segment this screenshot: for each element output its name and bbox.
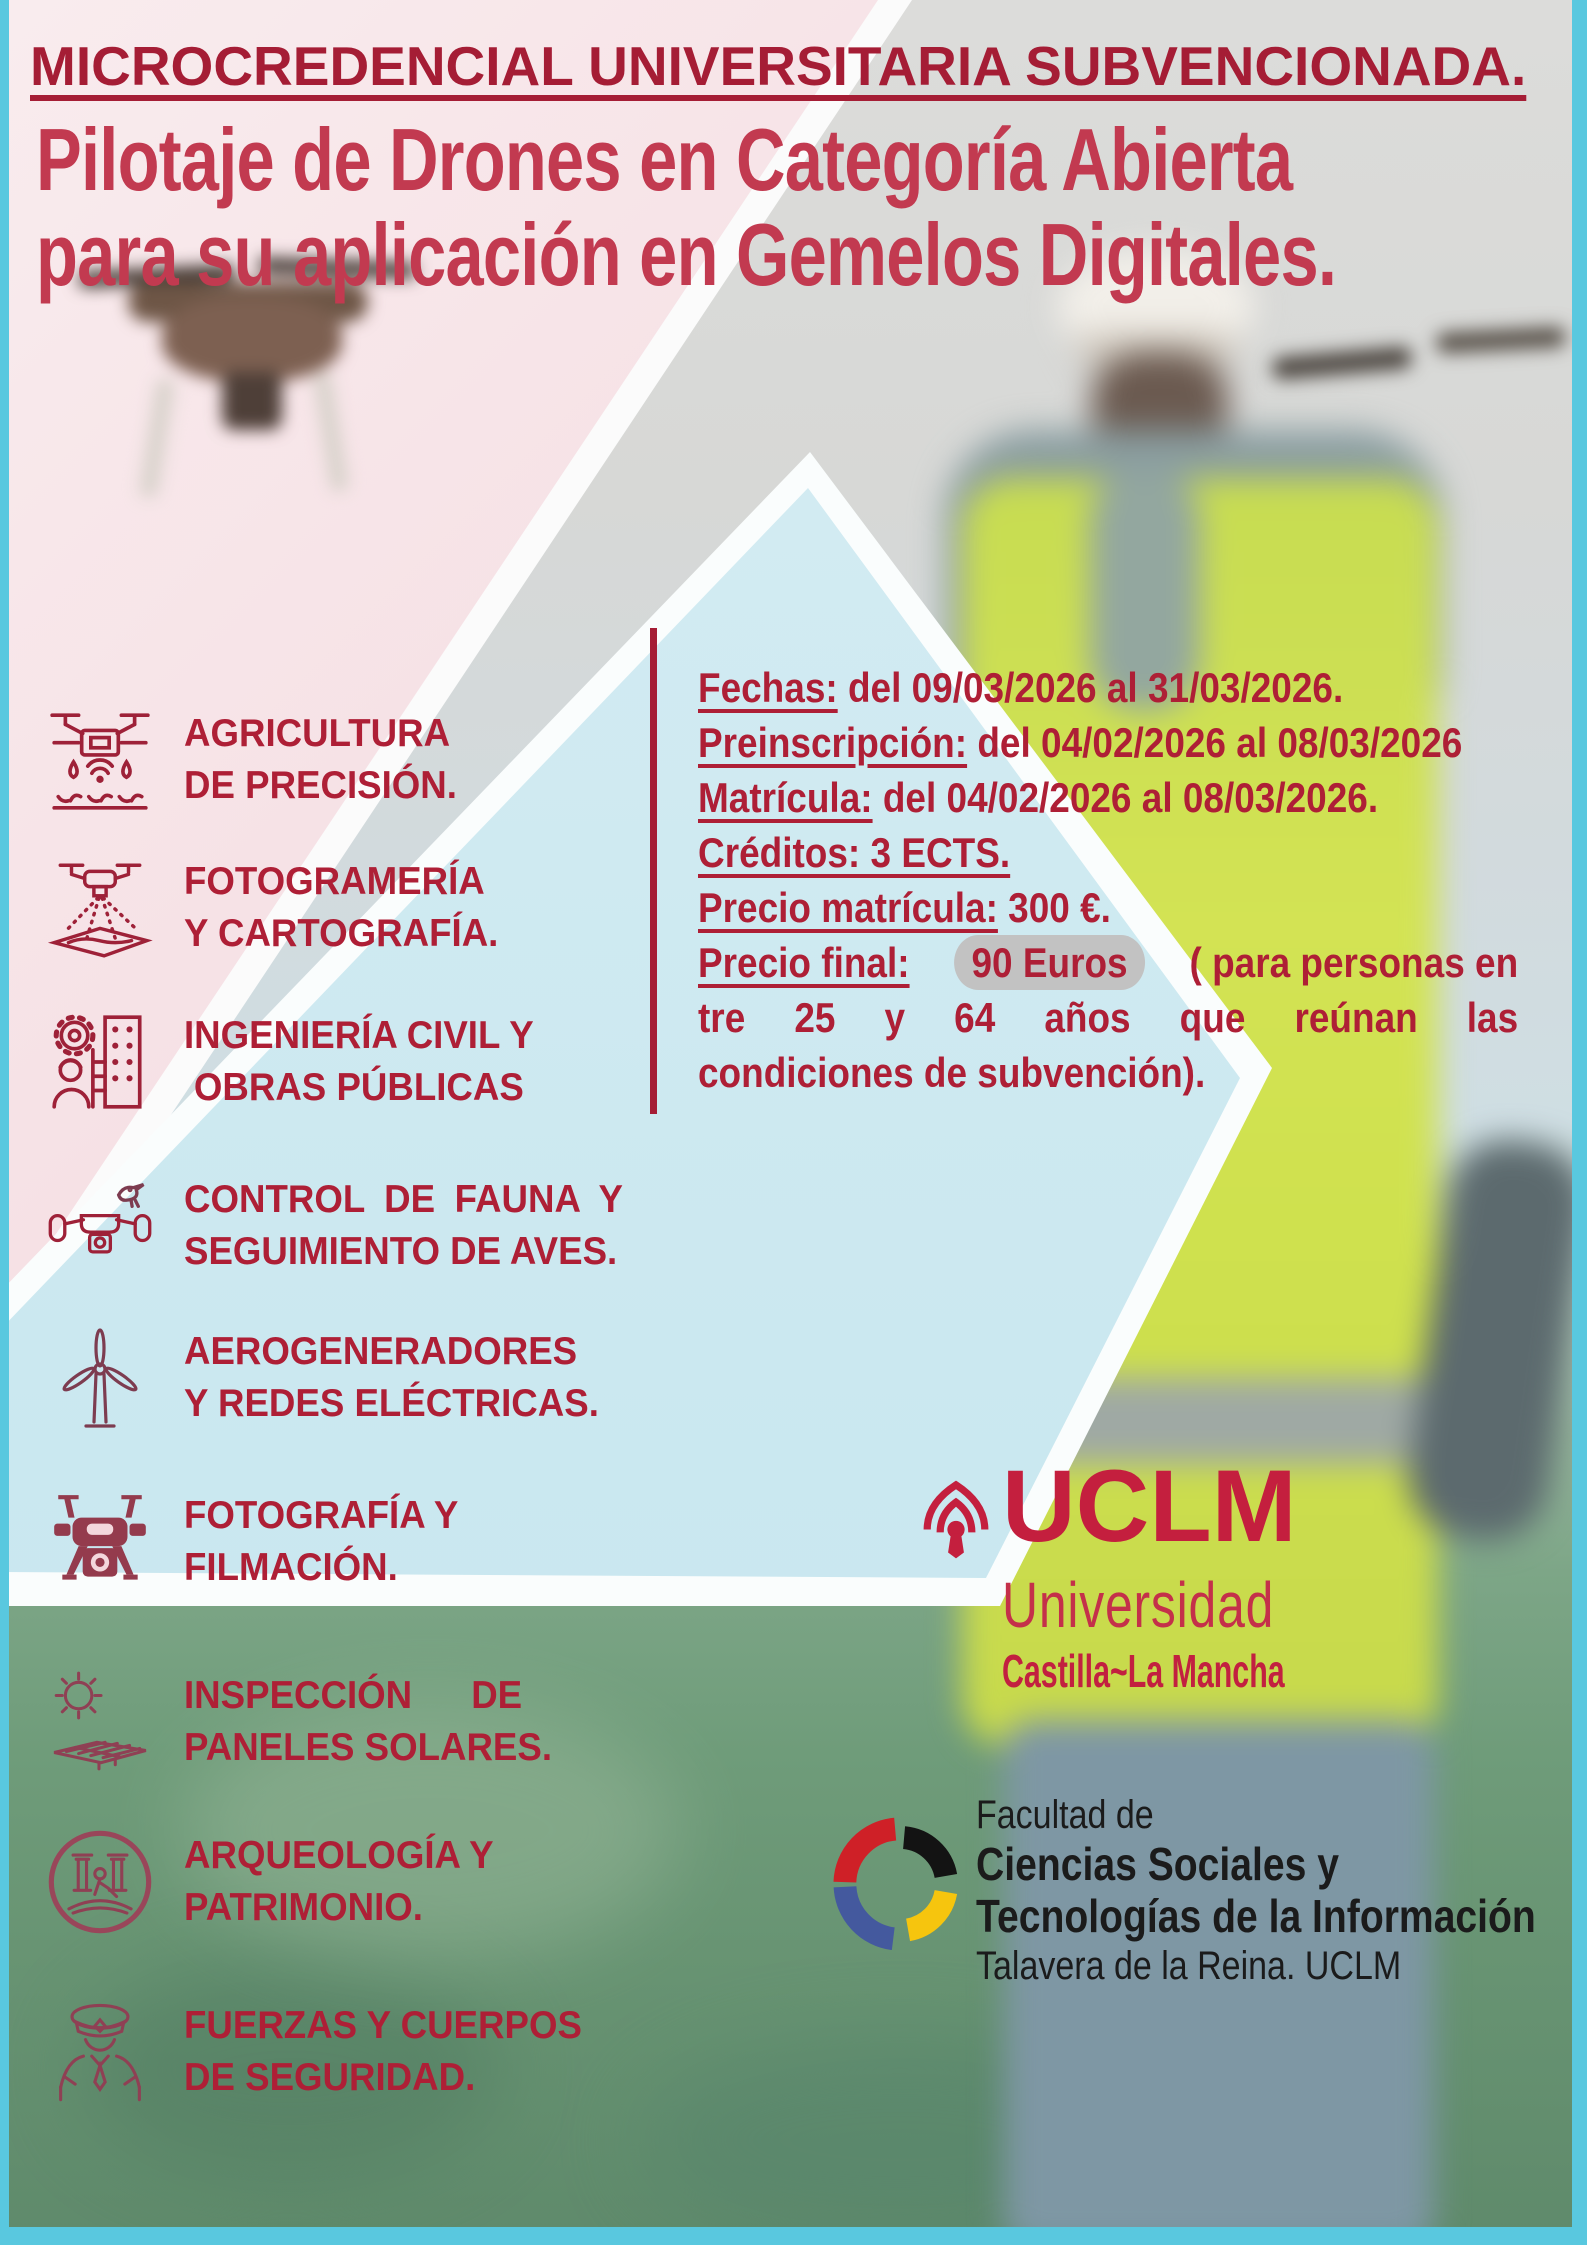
- photogrammetry-drone-icon: [42, 848, 158, 968]
- info-matricula: Matrícula: del 04/02/2026 al 08/03/2026.: [698, 774, 1379, 821]
- faculty-line-2: Ciencias Sociales y: [976, 1838, 1339, 1890]
- title-line-2: para su aplicación en Gemelos Digitales.: [36, 205, 1337, 304]
- list-item-label: OBRAS PÚBLICAS: [193, 1066, 524, 1109]
- civil-engineering-icon: [42, 1002, 158, 1122]
- list-item-label: INSPECCIÓN DE: [184, 1674, 523, 1717]
- list-item-label: Y CARTOGRAFÍA.: [184, 912, 499, 955]
- poster-header: [30, 34, 1550, 98]
- list-item-label: SEGUIMIENTO DE AVES.: [184, 1230, 618, 1273]
- wind-turbine-icon: [42, 1318, 158, 1438]
- list-item-label: FOTOGRAMERÍA: [184, 860, 485, 903]
- list-item-label: DE SEGURIDAD.: [184, 2056, 476, 2099]
- info-fechas: Fechas: del 09/03/2026 al 31/03/2026.: [698, 664, 1344, 711]
- faculty-logo-icon: [824, 1798, 976, 1970]
- faculty-line-1: Facultad de: [976, 1793, 1154, 1837]
- list-item-label: Y REDES ELÉCTRICAS.: [184, 1382, 599, 1425]
- list-item-photogrammetry: [42, 848, 518, 968]
- list-item-security-forces: [42, 1992, 607, 2112]
- agriculture-drone-icon: [42, 700, 158, 820]
- header-text: MICROCREDENCIAL UNIVERSITARIA SUBVENCIONADA.: [30, 35, 1527, 97]
- info-precio-final-line3: condiciones de subvención).: [698, 1049, 1206, 1096]
- info-creditos: Créditos: 3 ECTS.: [698, 829, 1011, 876]
- list-item-label: FILMACIÓN.: [184, 1546, 398, 1589]
- list-item-label: PATRIMONIO.: [184, 1886, 423, 1929]
- uclm-castilla-la-mancha-text: Castilla~La Mancha: [1002, 1645, 1285, 1697]
- list-item-label: PANELES SOLARES.: [184, 1726, 553, 1769]
- course-info-block: [698, 660, 1518, 1100]
- faculty-text-block: [976, 1792, 1536, 1990]
- info-precio-final-line2: tre 25 y 64 años que reúnan las: [698, 994, 1519, 1041]
- list-item-fauna-control: [42, 1166, 651, 1286]
- price-highlight-pill: 90 Euros: [954, 935, 1145, 990]
- list-item-label: AGRICULTURA: [184, 712, 451, 755]
- list-item-archaeology: [42, 1822, 513, 1942]
- faculty-line-3: Tecnologías de la Información: [976, 1890, 1536, 1942]
- poster-title: [36, 112, 1587, 302]
- list-item-label: FOTOGRAFÍA Y: [184, 1494, 459, 1537]
- frame-bottom-edge: [0, 2227, 1587, 2245]
- faculty-line-4: Talavera de la Reina. UCLM: [976, 1944, 1402, 1988]
- list-item-agriculture: [42, 700, 474, 820]
- list-item-solar-panels: [42, 1662, 576, 1782]
- uclm-acronym: UCLM: [1002, 1449, 1297, 1563]
- fauna-tracking-drone-icon: [42, 1166, 158, 1286]
- info-preinscripcion: Preinscripción: del 04/02/2026 al 08/03/2026: [698, 719, 1463, 766]
- frame-left-edge: [0, 0, 9, 2245]
- title-line-1: Pilotaje de Drones en Categoría Abierta: [36, 110, 1293, 209]
- list-item-label: CONTROL DE FAUNA Y: [184, 1178, 623, 1221]
- archaeology-icon: [42, 1822, 158, 1942]
- list-item-label: INGENIERÍA CIVIL Y: [184, 1014, 534, 1057]
- security-forces-icon: [42, 1992, 158, 2112]
- list-item-label: FUERZAS Y CUERPOS: [184, 2004, 582, 2047]
- list-item-civil-engineering: [42, 1002, 556, 1122]
- list-item-photography: [42, 1482, 476, 1602]
- info-precio-final-line1: Precio final: 90 Euros ( para personas en: [698, 935, 1518, 990]
- list-item-label: ARQUEOLOGÍA Y: [184, 1834, 494, 1877]
- list-item-label: AEROGENERADORES: [184, 1330, 578, 1373]
- list-item-label: DE PRECISIÓN.: [184, 764, 457, 807]
- info-precio-matricula: Precio matrícula: 300 €.: [698, 884, 1111, 931]
- solar-panel-icon: [42, 1662, 158, 1782]
- uclm-universidad-text: Universidad: [1002, 1569, 1275, 1641]
- camera-drone-icon: [42, 1482, 158, 1602]
- info-accent-line: [650, 628, 657, 1114]
- list-item-wind-turbines: [42, 1318, 625, 1438]
- uclm-logo-icon: [920, 1472, 992, 1564]
- frame-right-edge: [1572, 0, 1587, 2245]
